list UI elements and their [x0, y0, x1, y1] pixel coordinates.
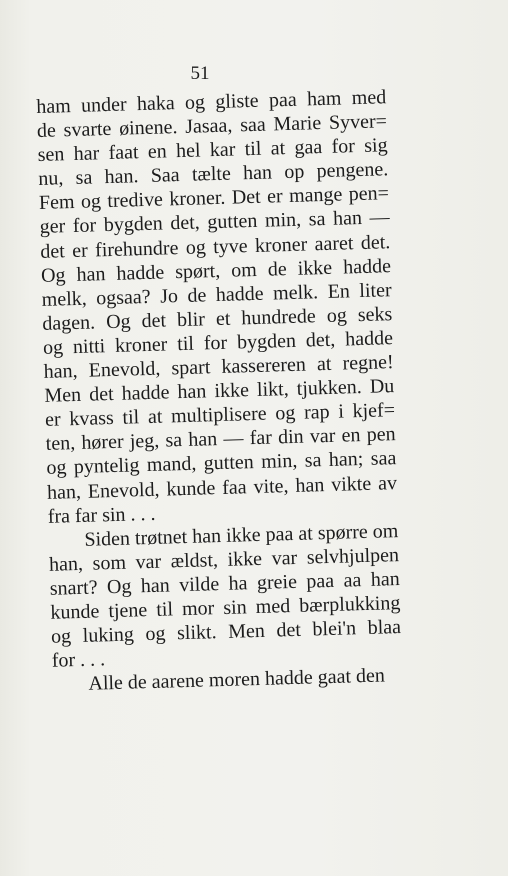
text-line: Og han hadde spørt, om de ikke hadde — [40, 254, 392, 287]
text-line: Fem og tredive kroner. Det er mange pen= — [38, 182, 390, 215]
paragraph-start-line: Siden trøtnet han ikke paa at spørre om — [84, 519, 399, 551]
text-line: han, som var ældst, ikke var selvhjulpen — [48, 543, 400, 576]
text-line: kunde tjene til mor sin med bærplukking — [50, 591, 401, 624]
text-line: og luking og slikt. Men det blei'n blaa — [50, 616, 402, 648]
text-line: melk, ogsaa? Jo de hadde melk. En liter — [41, 278, 392, 311]
text-line: han, Enevold, kunde faa vite, han vikte av — [46, 471, 398, 504]
text-line: de svarte øinene. Jasaa, saa Marie Syver= — [36, 110, 388, 143]
text-line: og pyntelig mand, gutten min, sa han; saa — [46, 447, 397, 480]
text-line: og nitti kroner til for bygden det, hadde — [42, 327, 394, 359]
page-number: 51 — [190, 63, 210, 84]
text-line: det er firehundre og tyve kroner aaret det. — [40, 230, 391, 263]
text-line: fra far sin . . . — [47, 502, 156, 528]
text-line: sen har faat en hel kar til at gaa for sig — [37, 134, 388, 167]
text-line: ger for bygden det, gutten min, sa han — — [39, 206, 390, 239]
text-line: ham under haka og gliste paa ham med — [36, 86, 387, 118]
text-line: han, Enevold, spart kassereren at regne! — [43, 351, 394, 383]
body-text — [36, 85, 403, 697]
text-line: ten, hører jeg, sa han — far din var en pen — [45, 423, 396, 456]
text-line: er kvass til at multiplisere og rap i kjef= — [44, 399, 396, 432]
text-line: snart? Og han vilde ha greie paa aa han — [49, 567, 400, 600]
text-line: for . . . — [51, 648, 106, 672]
text-line: nu, sa han. Saa tælte han op pengene. — [38, 158, 389, 191]
text-line: dagen. Og det blir et hundrede og seks — [42, 302, 393, 335]
paragraph-start-line: Alle de aarene moren hadde gaat den — [88, 664, 386, 696]
text-line: Men det hadde han ikke likt, tjukken. Du — [44, 375, 395, 408]
